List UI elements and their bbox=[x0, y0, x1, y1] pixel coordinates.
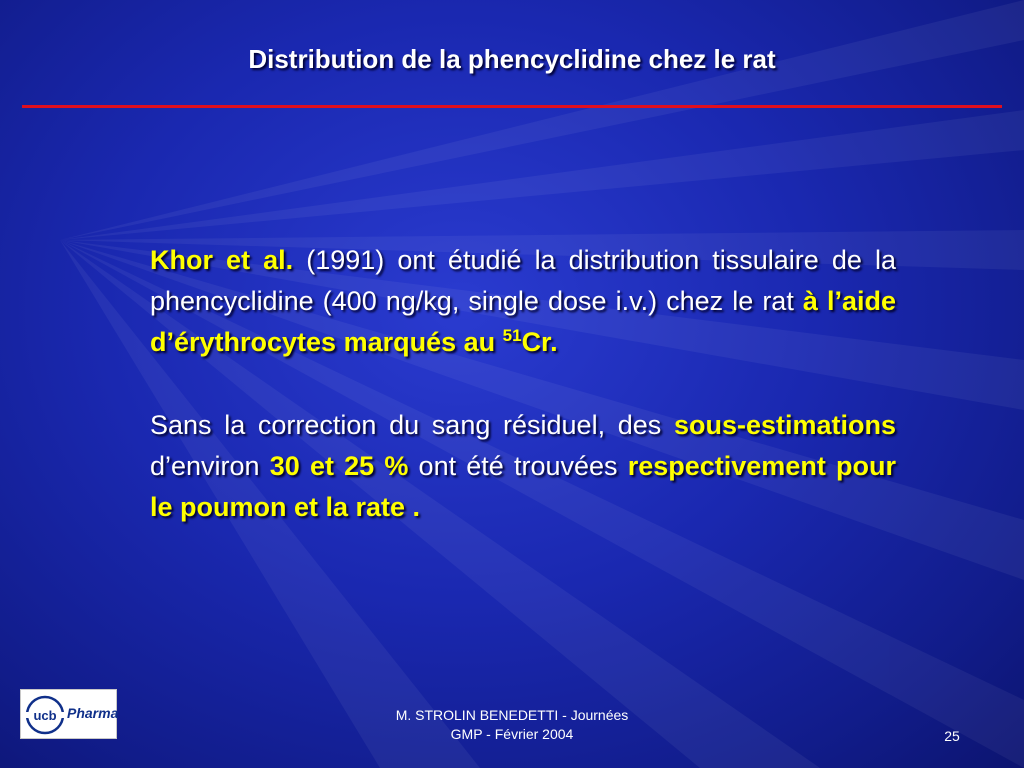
slide-body bbox=[150, 240, 896, 570]
title-divider bbox=[22, 105, 1002, 108]
isotope-superscript: 51 bbox=[502, 326, 522, 345]
paragraph-results bbox=[150, 405, 896, 528]
ucb-pharma-logo bbox=[20, 689, 117, 739]
paragraph-study-text: (1991) ont étudié la distribution tissulaire de la phencyclidine (400 ng/kg, single dose i.v.) chez le rat bbox=[150, 245, 896, 316]
results-text-1: Sans la correction du sang résiduel, des bbox=[150, 410, 674, 440]
results-text-2: d’environ bbox=[150, 451, 270, 481]
isotope-symbol: Cr. bbox=[521, 327, 558, 357]
ucb-logo-text: ucb bbox=[33, 708, 57, 723]
footer-line-1: M. STROLIN BENEDETTI - Journées bbox=[395, 707, 629, 723]
percent-highlight: 30 et 25 % bbox=[269, 451, 409, 481]
organs-highlight: respectivement pour le poumon et la rate . bbox=[150, 451, 896, 522]
slide-title: Distribution de la phencyclidine chez le rat bbox=[248, 44, 776, 74]
page-number: 25 bbox=[944, 728, 960, 744]
paragraph-study bbox=[150, 240, 896, 363]
footer-line-2: GMP - Février 2004 bbox=[450, 726, 574, 742]
author-citation: Khor et al. bbox=[150, 245, 294, 275]
ucb-logo-mark bbox=[25, 695, 65, 735]
underestimation-highlight: sous-estimations bbox=[673, 410, 896, 440]
footer-credit bbox=[312, 706, 712, 744]
method-highlight: à l’aide d’érythrocytes marqués au bbox=[150, 286, 896, 357]
pharma-logo-text: Pharma bbox=[67, 705, 119, 721]
results-text-3: ont été trouvées bbox=[408, 451, 628, 481]
